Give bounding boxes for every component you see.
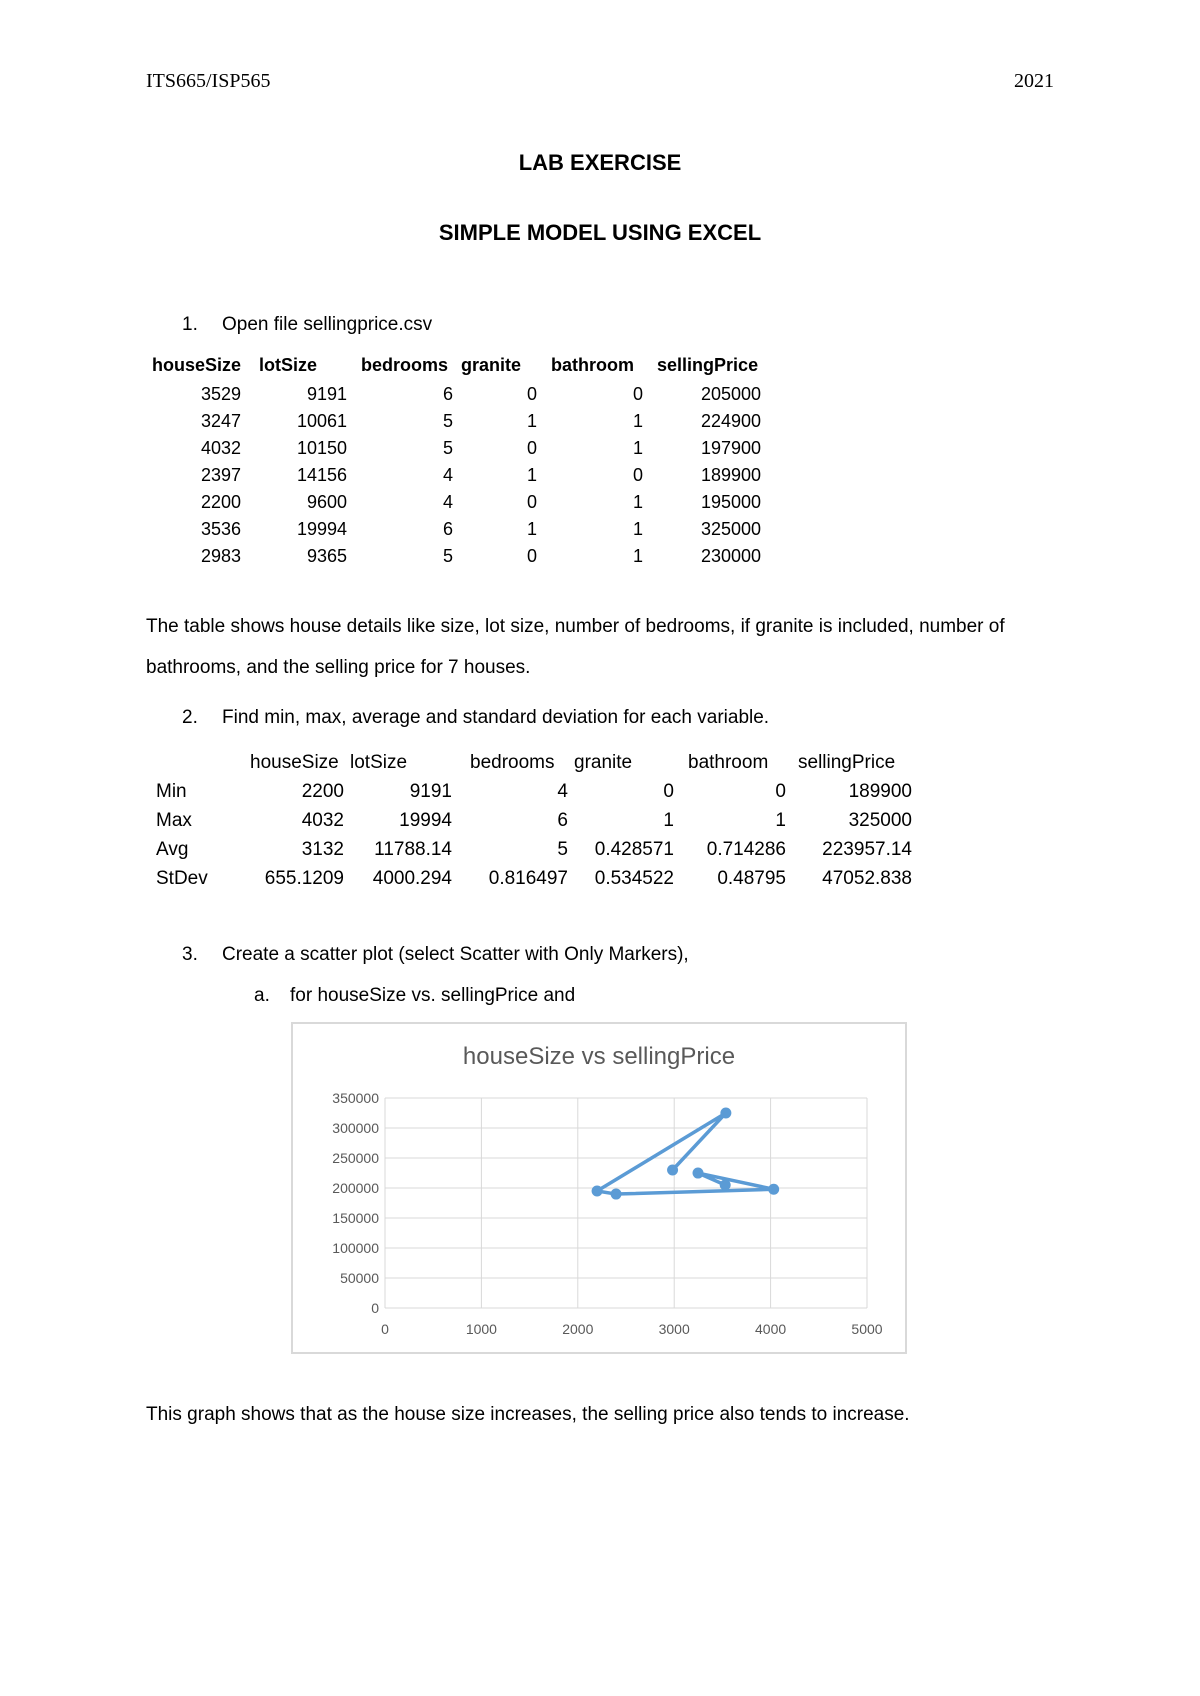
table-cell: 9191 [409,780,452,802]
step-3 [182,944,689,966]
table-cell: 1 [527,465,538,485]
y-tick-label: 100000 [332,1240,379,1256]
table-cell: 3529 [200,384,242,404]
step-1 [182,314,432,336]
table-cell: 11788.14 [374,838,452,860]
statistics-table [156,748,912,893]
step-3a [254,985,575,1007]
chart-axis-ticks [332,1090,882,1337]
row-label: Avg [156,838,189,860]
table-cell: 9191 [306,384,348,404]
table-cell: 6 [557,809,568,831]
table-cell: 205000 [700,384,762,404]
step-3a-letter: a. [254,985,270,1006]
column-header: houseSize [152,354,242,375]
table-cell: 1 [633,546,644,566]
data-point [693,1168,704,1179]
step-1-number: 1. [182,314,198,335]
table-cell: 1 [633,438,644,458]
table-row [152,489,761,516]
table-cell: 0 [527,492,538,512]
table-description: The table shows house details like size, lot size, number of bedrooms, if granite is included, number of bathrooms, and the selling price for 7 houses. [146,616,1005,678]
stats-header-row [156,748,912,777]
table-cell: 189900 [848,780,912,802]
row-label: StDev [156,867,208,889]
step-1-text: Open file sellingprice.csv [222,314,433,335]
series-line [597,1113,774,1194]
table-row [152,516,761,543]
table-cell: 19994 [399,809,452,831]
table-cell: 0 [527,384,538,404]
table-cell: 0 [633,384,644,404]
data-point [611,1189,622,1200]
table-cell: 5 [443,411,454,431]
table-cell: 230000 [700,546,762,566]
table-cell: 5 [557,838,568,860]
table-cell: 10150 [296,438,348,458]
table-cell: 2397 [200,465,242,485]
table-header-row [152,354,761,381]
table-cell: 1 [775,809,786,831]
table-cell: 5 [443,438,454,458]
data-point [667,1165,678,1176]
x-tick-label: 2000 [562,1321,594,1337]
table-row [152,381,761,408]
table-cell: 0 [663,780,674,802]
table-cell: 0 [775,780,786,802]
chart-series [592,1108,780,1200]
table-cell: 0.714286 [706,838,786,860]
stats-corner-cell [156,748,242,777]
table-cell: 3132 [301,838,344,860]
table-cell: 4032 [301,809,344,831]
table-cell: 2200 [301,780,344,802]
y-tick-label: 150000 [332,1210,379,1226]
table-cell: 9600 [306,492,348,512]
step-3-text: Create a scatter plot (select Scatter with Only Markers), [222,944,689,965]
data-point [768,1184,779,1195]
table-cell: 2983 [200,546,242,566]
column-header: houseSize [250,751,339,773]
table-cell: 0.428571 [594,838,674,860]
data-point [720,1180,731,1191]
x-tick-label: 4000 [755,1321,787,1337]
row-label: Max [156,809,192,831]
step-2-number: 2. [182,707,198,728]
table-cell: 197900 [700,438,762,458]
table-cell: 5 [443,546,454,566]
column-header: lotSize [259,354,318,375]
table-cell: 0.534522 [594,867,674,889]
x-tick-label: 1000 [465,1321,497,1337]
table-cell: 223957.14 [822,838,912,860]
step-2-text: Find min, max, average and standard deviation for each variable. [222,707,770,728]
y-tick-label: 50000 [340,1270,379,1286]
table-cell: 195000 [700,492,762,512]
conclusion-text: This graph shows that as the house size increases, the selling price also tends to increase. [146,1404,910,1425]
table-cell: 0 [527,546,538,566]
y-tick-label: 300000 [332,1120,379,1136]
column-header: granite [574,751,633,773]
page-title: LAB EXERCISE [518,150,682,175]
table-row [156,777,912,806]
table-cell: 4 [443,465,454,485]
table-cell: 1 [633,519,644,539]
table-cell: 4000.294 [372,867,452,889]
table-cell: 325000 [848,809,912,831]
table-cell: 1 [527,411,538,431]
table-cell: 6 [443,519,454,539]
column-header: bedrooms [470,751,555,773]
table-cell: 4 [557,780,568,802]
chart-gridlines [385,1098,867,1308]
table-cell: 2200 [200,492,242,512]
raw-data-table [152,354,761,570]
y-tick-label: 350000 [332,1090,379,1106]
table-cell: 4032 [200,438,242,458]
y-tick-label: 250000 [332,1150,379,1166]
table-cell: 9365 [306,546,348,566]
table-row [152,462,761,489]
column-header: bathroom [551,354,635,375]
table-cell: 3247 [200,411,242,431]
column-header: lotSize [350,751,408,773]
x-tick-label: 0 [381,1321,389,1337]
chart-title: houseSize vs sellingPrice [462,1043,736,1070]
table-cell: 1 [527,519,538,539]
column-header: bedrooms [361,354,449,375]
x-tick-label: 5000 [851,1321,883,1337]
table-cell: 0 [633,465,644,485]
data-point [720,1108,731,1119]
table-row [152,435,761,462]
table-cell: 1 [663,809,674,831]
table-cell: 224900 [700,411,762,431]
table-cell: 10061 [296,411,348,431]
table-row [156,864,912,893]
step-3a-text: for houseSize vs. sellingPrice and [290,985,576,1006]
table-cell: 4 [443,492,454,512]
table-cell: 3536 [200,519,242,539]
column-header: granite [461,354,522,375]
table-cell: 6 [443,384,454,404]
table-cell: 1 [633,492,644,512]
column-header: sellingPrice [657,354,759,375]
y-tick-label: 0 [371,1300,379,1316]
step-2 [182,707,769,729]
page-subtitle: SIMPLE MODEL USING EXCEL [438,220,762,245]
table-cell: 189900 [700,465,762,485]
table-cell: 0.48795 [717,867,786,889]
table-row [156,806,912,835]
column-header: bathroom [688,751,769,773]
table-cell: 0 [527,438,538,458]
header-course-code: ITS665/ISP565 [146,70,271,92]
table-row [156,835,912,864]
column-header: sellingPrice [798,751,896,773]
step-3-number: 3. [182,944,198,965]
table-row [152,408,761,435]
table-cell: 14156 [296,465,348,485]
table-row [152,543,761,570]
x-tick-label: 3000 [658,1321,690,1337]
table-cell: 1 [633,411,644,431]
row-label: Min [156,780,187,802]
table-cell: 47052.838 [822,867,912,889]
table-cell: 655.1209 [264,867,344,889]
header-year: 2021 [1014,70,1054,92]
data-point [592,1186,603,1197]
y-tick-label: 200000 [332,1180,379,1196]
chart-canvas [293,1024,905,1352]
table-cell: 19994 [296,519,348,539]
table-cell: 325000 [700,519,762,539]
scatter-chart [291,1022,907,1354]
table-cell: 0.816497 [488,867,568,889]
